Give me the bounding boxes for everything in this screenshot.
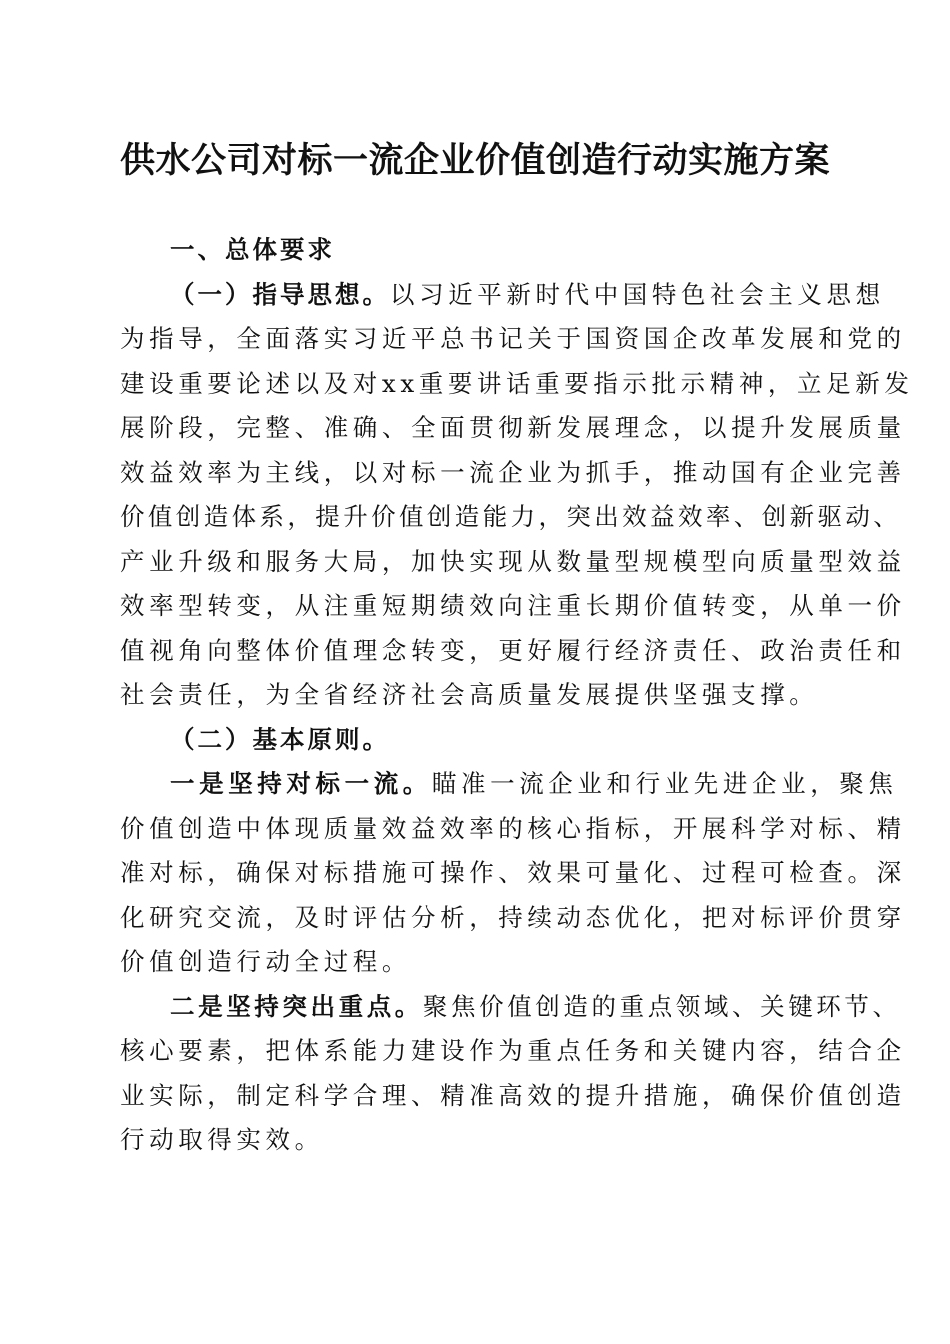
- paragraph-line: 价值创造行动全过程。: [120, 947, 411, 976]
- paragraph-line: 业实际，制定科学合理、精准高效的提升措施，确保价值创造: [120, 1080, 906, 1110]
- document-title: 供水公司对标一流企业价值创造行动实施方案: [119, 140, 830, 181]
- paragraph-line: 值视角向整体价值理念转变，更好履行经济责任、政治责任和: [120, 635, 906, 665]
- paragraph-text: 聚焦价值创造的重点领域、关键环节、: [422, 991, 901, 1021]
- paragraph-line: 效益效率为主线，以对标一流企业为抓手，推动国有企业完善: [120, 457, 906, 487]
- principle-lead: 二是坚持突出重点。: [170, 991, 423, 1021]
- principle-two-line: [120, 985, 901, 1030]
- subsection-label-basic-principles: （二）基本原则。: [170, 724, 390, 754]
- paragraph-line: 展阶段，完整、准确、全面贯彻新发展理念，以提升发展质量: [120, 413, 906, 442]
- document-body: [120, 228, 914, 1163]
- subsection-label-guiding-ideology: （一）指导思想。: [170, 279, 390, 309]
- paragraph-line: 化研究交流，及时评估分析，持续动态优化，把对标评价贯穿: [120, 902, 906, 932]
- paragraph-line: 产业升级和服务大局，加快实现从数量型规模型向质量型效益: [120, 546, 906, 576]
- paragraph-text: 以习近平新时代中国特色社会主义思想: [390, 279, 885, 309]
- paragraph-line: 为指导，全面落实习近平总书记关于国资国企改革发展和党的: [120, 324, 906, 353]
- paragraph-text: 瞄准一流企业和行业先进企业，聚焦: [431, 769, 898, 798]
- principle-one-line: [120, 762, 898, 807]
- section-heading-overall-requirements: 一、总体要求: [170, 235, 335, 264]
- paragraph-line: 核心要素，把体系能力建设作为重点任务和关键内容，结合企: [120, 1036, 906, 1065]
- paragraph-line: 价值创造体系，提升价值创造能力，突出效益效率、创新驱动、: [120, 502, 902, 531]
- paragraph-line: 准对标，确保对标措施可操作、效果可量化、过程可检查。深: [120, 858, 906, 887]
- paragraph-line: 效率型转变，从注重短期绩效向注重长期价值转变，从单一价: [120, 591, 906, 620]
- paragraph-guiding-ideology-line: [120, 273, 885, 318]
- paragraph-line: 建设重要论述以及对xx重要讲话重要指示批示精神，立足新发: [120, 368, 914, 398]
- paragraph-line: 社会责任，为全省经济社会高质量发展提供坚强支撑。: [120, 680, 819, 709]
- paragraph-line: 行动取得实效。: [120, 1125, 324, 1154]
- principle-lead: 一是坚持对标一流。: [170, 769, 432, 798]
- paragraph-line: 价值创造中体现质量效益效率的核心指标，开展科学对标、精: [120, 813, 906, 843]
